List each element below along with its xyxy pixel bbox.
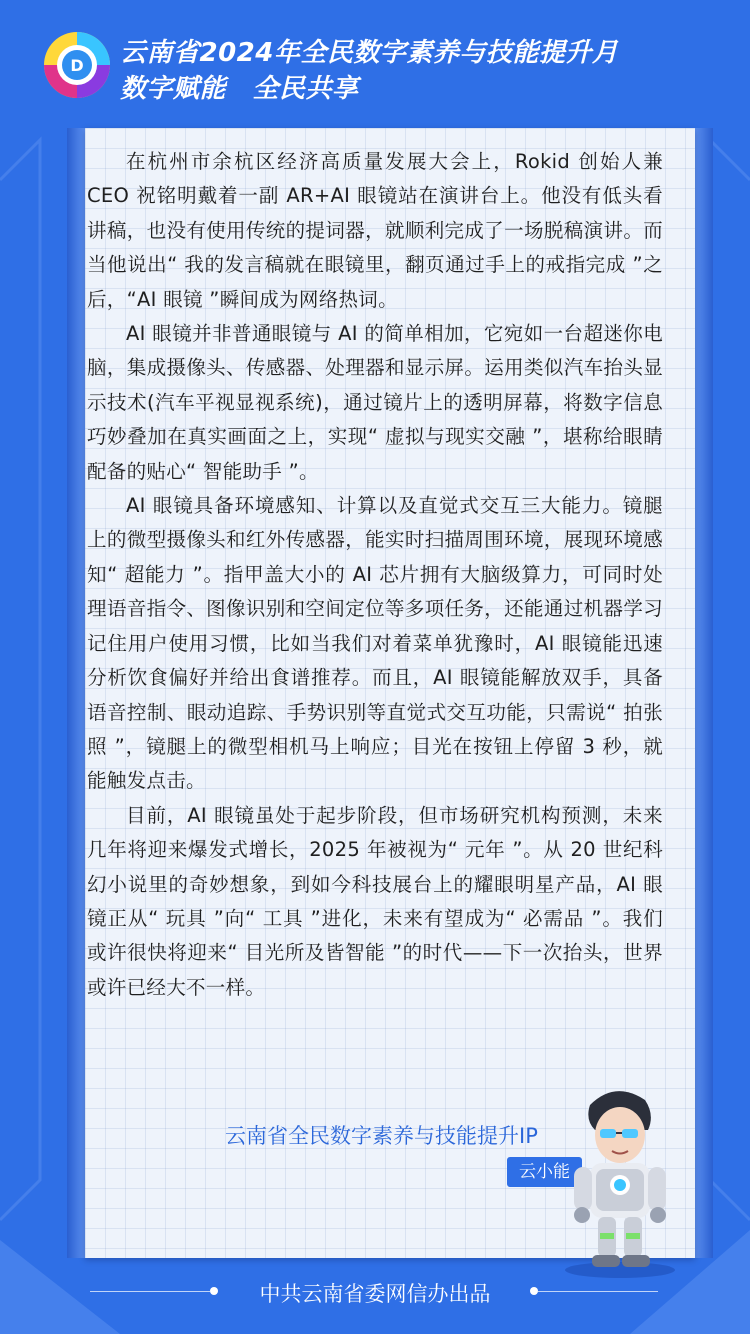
footer-credit: 中共云南省委网信办出品: [259, 1282, 491, 1306]
campaign-logo-icon: [42, 30, 112, 100]
ip-signature: 云南省全民数字素养与技能提升IP: [225, 1124, 538, 1148]
svg-text:D: D: [70, 56, 84, 75]
article-paragraph: 目前，AI 眼镜虽处于起步阶段，但市场研究机构预测，未来几年将迎来爆发式增长，2025 年被视为“ 元年 ”。从 20 世纪科幻小说里的奇妙想象，到如今科技展台上的耀眼明星产品，AI 眼镜正从“ 玩具 ”向“ 工具 ”进化，未来有望成为“ 必需品 ”。我们或许很快将迎来“ 目光所及皆智能 ”的时代——下一次抬头，世界或许已经大不一样。: [87, 803, 663, 999]
mascot-name-badge: 云小能: [507, 1157, 582, 1187]
paper-right-edge: [695, 128, 713, 1258]
footer-dot-right: [530, 1287, 538, 1295]
footer-divider-right: [538, 1291, 658, 1292]
campaign-title: 云南省2024年全民数字素养与技能提升月: [120, 38, 619, 68]
campaign-slogan: 数字赋能 全民共享: [120, 74, 359, 104]
mascot-illustration: [560, 1085, 690, 1280]
paper-left-edge: [67, 128, 85, 1258]
article-paragraph: AI 眼镜具备环境感知、计算以及直觉式交互三大能力。镜腿上的微型摄像头和红外传感器，能实时扫描周围环境，展现环境感知“ 超能力 ”。指甲盖大小的 AI 芯片拥有大脑级算力，可同时处理语音指令、图像识别和空间定位等多项任务，还能通过机器学习记住用户使用习惯，比如当我们对着菜单犹豫时，AI 眼镜能迅速分析饮食偏好并给出食谱推荐。而且，AI 眼镜能解放双手，具备语音控制、眼动追踪、手势识别等直觉式交互功能，只需说“ 拍张照 ”，镜腿上的微型相机马上响应；目光在按钮上停留 3 秒，就能触发点击。: [87, 494, 663, 793]
article-paragraph: AI 眼镜并非普通眼镜与 AI 的简单相加，它宛如一台超迷你电脑，集成摄像头、传感器、处理器和显示屏。运用类似汽车抬头显示技术(汽车平视显视系统)，通过镜片上的透明屏幕，将数字信息巧妙叠加在真实画面之上，实现“ 虚拟与现实交融 ”，堪称给眼睛配备的贴心“ 智能助手 ”。: [87, 322, 663, 483]
article-body: [87, 145, 663, 1005]
footer: [0, 1270, 750, 1310]
article-paragraph: 在杭州市余杭区经济高质量发展大会上，Rokid 创始人兼 CEO 祝铭明戴着一副 AR+AI 眼镜站在演讲台上。他没有低头看讲稿，也没有使用传统的提词器，就顺利完成了一场脱稿演讲。而当他说出“ 我的发言稿就在眼镜里，翻页通过手上的戒指完成 ”之后，“AI 眼镜 ”瞬间成为网络热词。: [87, 150, 663, 311]
header: [0, 0, 750, 118]
